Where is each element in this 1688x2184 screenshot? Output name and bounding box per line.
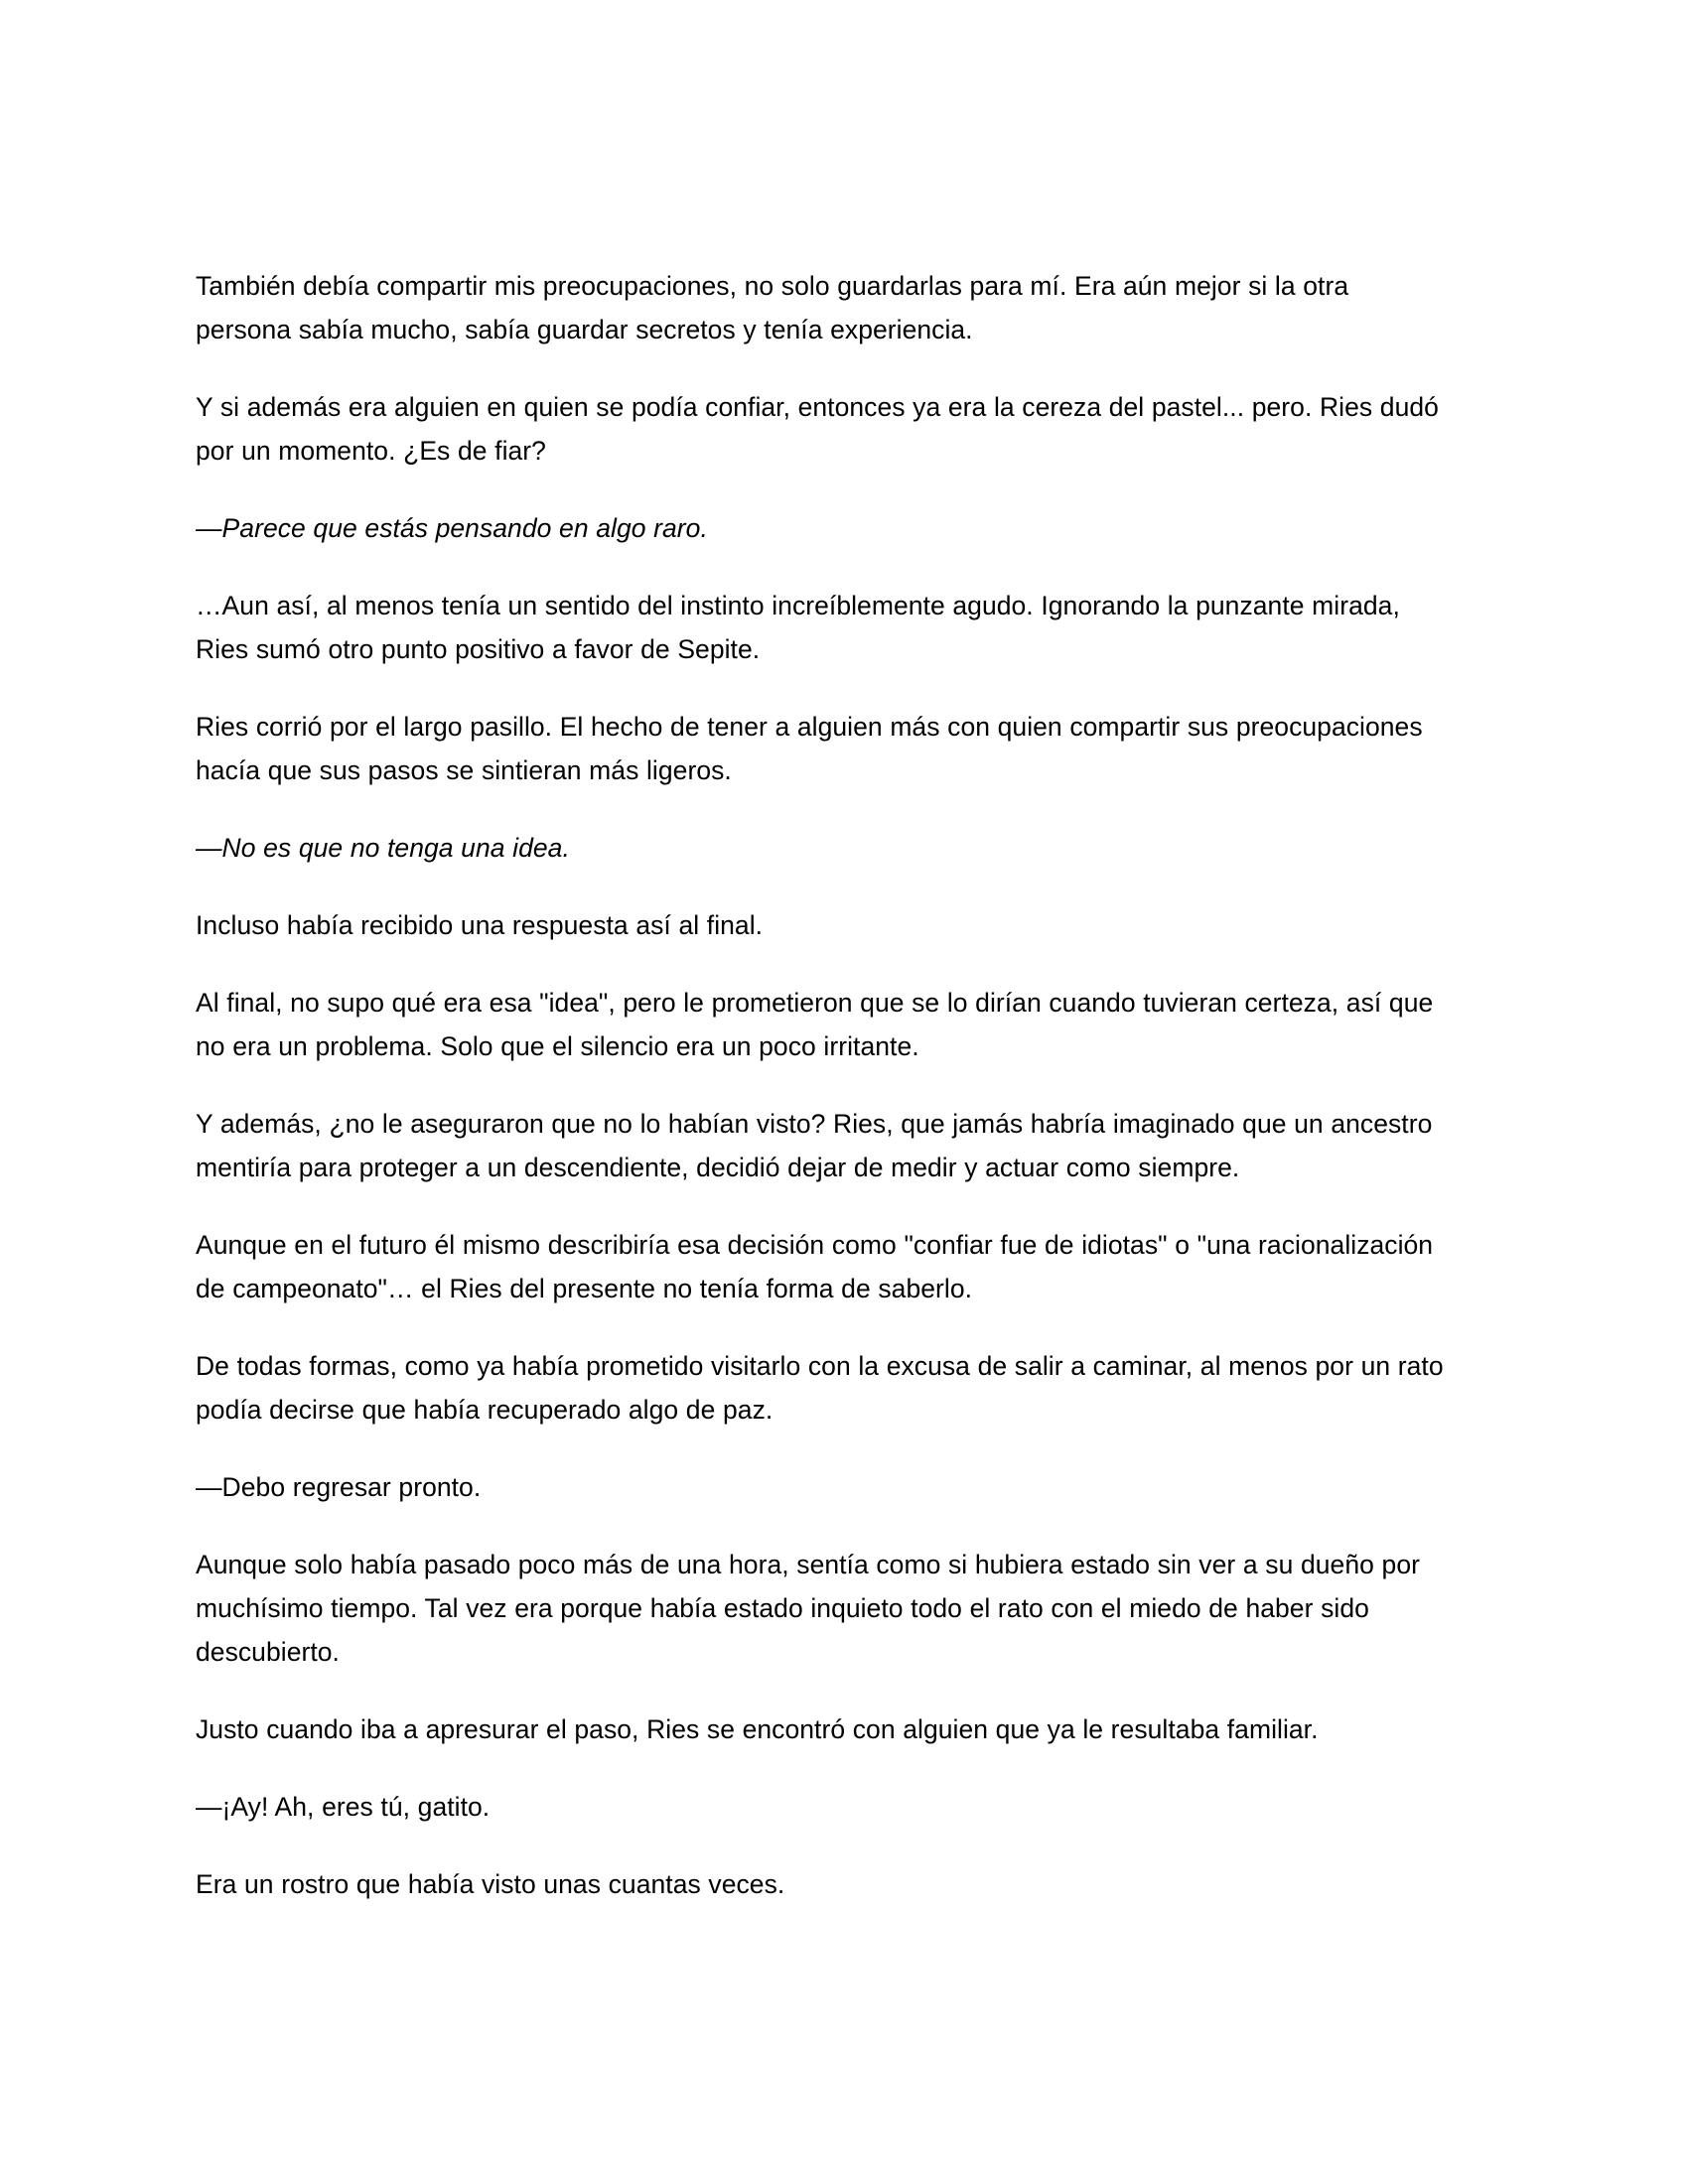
paragraph: Ries corrió por el largo pasillo. El hecho de tener a alguien más con quien compartir sus preocupaciones hacía que sus pasos se sintieran más ligeros. xyxy=(196,712,1423,785)
paragraph: Aunque solo había pasado poco más de una hora, sentía como si hubiera estado sin ver a su dueño por muchísimo tiempo. Tal vez era porque había estado inquieto todo el rato con el miedo de haber sido descubierto. xyxy=(196,1550,1420,1667)
paragraph: Al final, no supo qué era esa "idea", pero le prometieron que se lo dirían cuando tuvieran certeza, así que no era un problema. Solo que el silencio era un poco irritante. xyxy=(196,988,1434,1061)
paragraph: Y además, ¿no le aseguraron que no lo habían visto? Ries, que jamás habría imaginado que un ancestro mentiría para proteger a un descendiente, decidió dejar de medir y actuar como siempre. xyxy=(196,1109,1433,1182)
paragraph: …Aun así, al menos tenía un sentido del instinto increíblemente agudo. Ignorando la punzante mirada, Ries sumó otro punto positivo a favor de Sepite. xyxy=(196,591,1400,664)
paragraph: Justo cuando iba a apresurar el paso, Ries se encontró con alguien que ya le resultaba familiar. xyxy=(196,1714,1319,1744)
dialogue-paragraph: —Debo regresar pronto. xyxy=(196,1472,482,1502)
paragraph: Incluso había recibido una respuesta así al final. xyxy=(196,910,764,940)
paragraph: También debía compartir mis preocupaciones, no solo guardarlas para mí. Era aún mejor si la otra persona sabía mucho, sabía guardar secretos y tenía experiencia. xyxy=(196,271,1349,344)
dialogue-paragraph: —¡Ay! Ah, eres tú, gatito. xyxy=(196,1792,491,1822)
document-body-text xyxy=(196,264,1445,1906)
dialogue-paragraph: —Parece que estás pensando en algo raro. xyxy=(196,513,708,543)
dialogue-paragraph: —No es que no tenga una idea. xyxy=(196,833,570,863)
paragraph: Era un rostro que había visto unas cuantas veces. xyxy=(196,1869,785,1899)
paragraph: De todas formas, como ya había prometido visitarlo con la excusa de salir a caminar, al menos por un rato podía decirse que había recuperado algo de paz. xyxy=(196,1351,1444,1425)
paragraph: Aunque en el futuro él mismo describiría esa decisión como "confiar fue de idiotas" o "una racionalización de campeonato"… el Ries del presente no tenía forma de saberlo. xyxy=(196,1230,1434,1303)
paragraph: Y si además era alguien en quien se podía confiar, entonces ya era la cereza del pastel... pero. Ries dudó por un momento. ¿Es de fiar? xyxy=(196,392,1439,466)
